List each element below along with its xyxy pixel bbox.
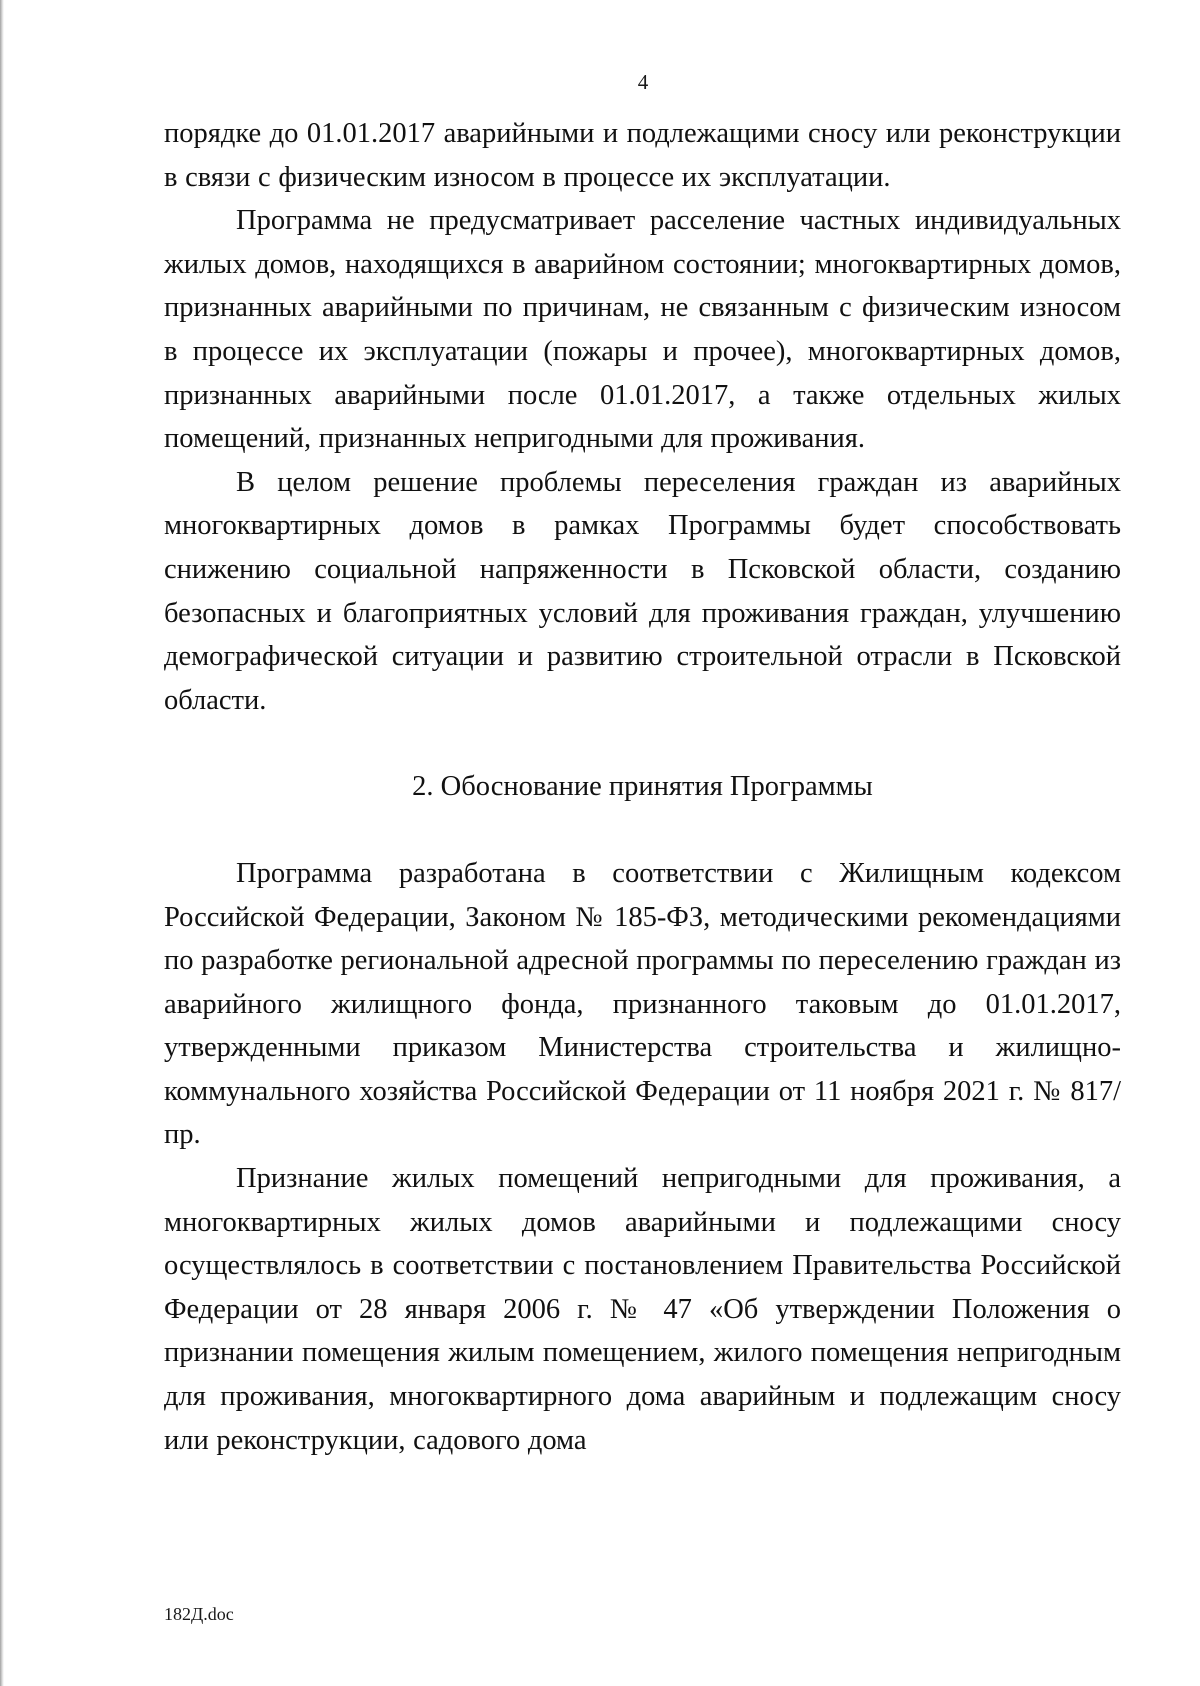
scan-edge <box>0 0 4 1686</box>
section-heading: 2. Обоснование принятия Программы <box>412 771 873 803</box>
paragraph-program-impact: В целом решение проблемы переселения граждан из аварийных многоквартирных домов в рамках Программы будет способствовать снижению социальной напряженности в Псковской области, созданию безопасных и благоприятных условий для проживания граждан, улучшению демографической ситуации и развитию строительной отрасли в Псковской области. <box>164 466 1121 716</box>
paragraph-program-scope: Программа не предусматривает расселение частных индивидуальных жилых домов, находящихся в аварийном состоянии; многоквартирных домов, признанных аварийными по причинам, не связанным с физическим износом в процессе их эксплуатации (пожары и прочее), многоквартирных домов, признанных аварийными после 01.01.2017, а также отдельных жилых помещений, признанных непригодными для проживания. <box>164 205 1121 455</box>
footer-filename: 182Д.doc <box>164 1604 234 1624</box>
paragraph-legal-basis: Программа разработана в соответствии с Жилищным кодексом Российской Федерации, Законом № 185-ФЗ, методическими рекомендациями по разработке региональной адресной программы по переселению граждан из аварийного жилищного фонда, признанного таковым до 01.01.2017, утвержденными приказом Министерства строительства и жилищно-коммунального хозяйства Российской Федерации от 11 ноября 2021 г. № 817/пр. <box>164 857 1121 1151</box>
document-body <box>164 112 1121 1462</box>
paragraph-recognition: Признание жилых помещений непригодными для проживания, а многоквартирных жилых домов аварийными и подлежащими сносу осуществлялось в соответствии с постановлением Правительства Российской Федерации от 28 января 2006 г. № 47 «Об утверждении Положения о признании помещения жилым помещением, жилого помещения непригодным для проживания, многоквартирного дома аварийным и подлежащим сносу или реконструкции, садового дома <box>164 1163 1121 1456</box>
paragraph-continuation: порядке до 01.01.2017 аварийными и подлежащими сносу или реконструкции в связи с физическим износом в процессе их эксплуатации. <box>164 118 1121 193</box>
page-number: 4 <box>637 70 649 94</box>
